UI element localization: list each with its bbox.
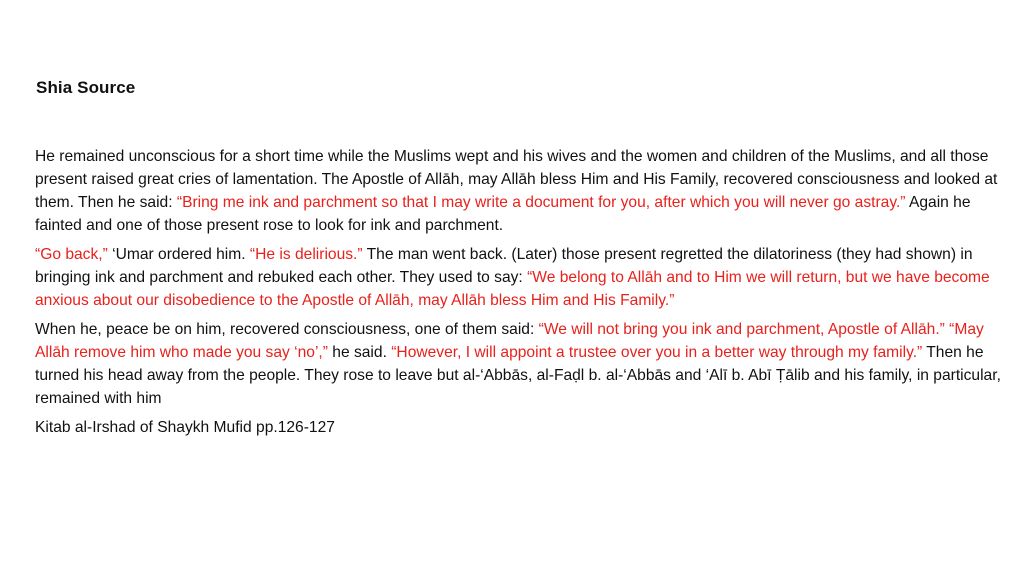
source-citation: Kitab al-Irshad of Shaykh Mufid pp.126-127 [35,419,335,436]
text-segment: he said. [327,344,392,361]
paragraph-3 [35,318,1001,410]
highlighted-quote: “Bring me ink and parchment so that I may write a document for you, after which you will never go astray.” [176,194,906,211]
slide-title: Shia Source [36,78,136,97]
highlighted-quote: “We belong to Allāh and to Him we will return, but we have become anxious about our disobedience to the Apostle of Allāh, may Allāh bless Him and His Family.” [35,269,990,309]
text-segment: He remained unconscious for a short time while the Muslims wept and his wives and the women and children of the Muslims, and all those present raised great cries of lamentation. The Apostle of Allāh, may Allāh bless Him and His Family, recovered consciousness and looked at them. Then he said: [35,148,998,211]
highlighted-quote: “However, I will appoint a trustee over you in a better way through my family.” [391,344,923,361]
text-segment: The man went back. (Later) those present regretted the dilatoriness (they had shown) in bringing ink and parchment and rebuked each other. They used to say: [35,246,973,286]
highlighted-quote: “Go back,” [35,246,108,263]
highlighted-quote: “He is delirious.” [249,246,363,263]
paragraph-1 [35,145,1001,237]
text-segment: Again he fainted and one of those present rose to look for ink and parchment. [35,194,971,234]
text-segment: When he, peace be on him, recovered consciousness, one of them said: [35,321,539,338]
paragraph-2 [35,243,1001,312]
text-segment: Then he turned his head away from the people. They rose to leave but al-‘Abbās, al-Faḍl b. al-‘Abbās and ‘Alī b. Abī Ṭālib and his family, in particular, remained with him [35,344,1001,407]
text-segment: ‘Umar ordered him. [107,246,250,263]
highlighted-quote: “We will not bring you ink and parchment, Apostle of Allāh.” “May Allāh remove him who made you say ‘no’,” [35,321,984,361]
quote-body [35,145,1001,445]
